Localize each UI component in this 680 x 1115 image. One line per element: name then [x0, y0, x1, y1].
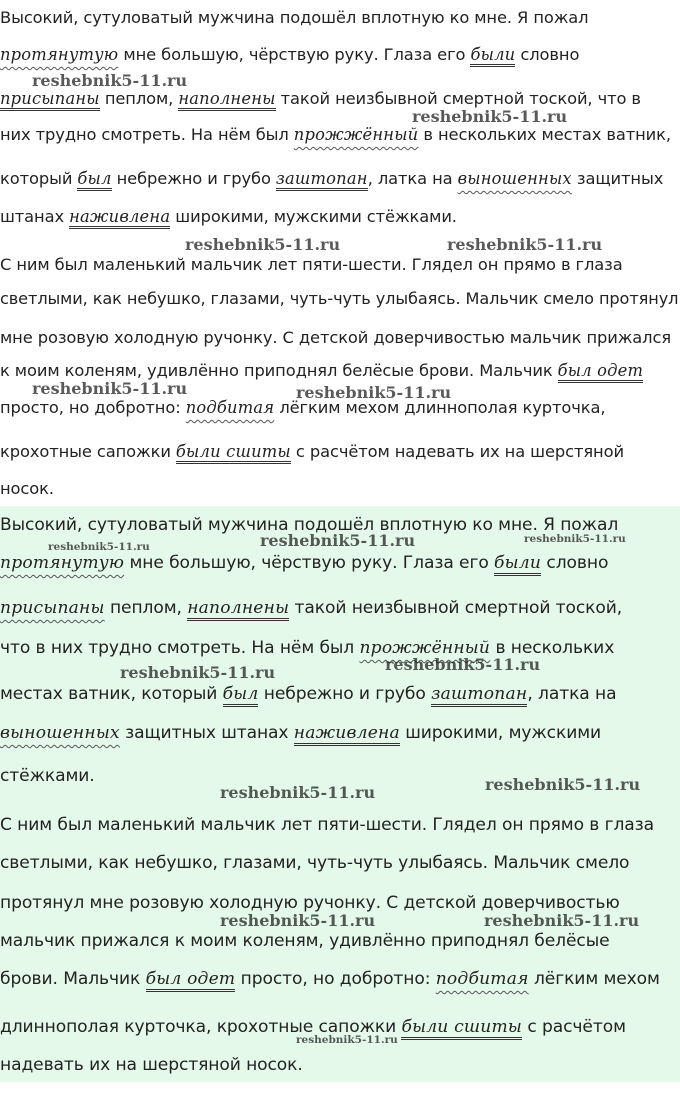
watermark: reshebnik5-11.ru — [185, 235, 341, 254]
predicate-word: заштопан — [431, 684, 527, 707]
text-segment: штанах — [0, 207, 70, 226]
text-segment: пеплом, — [104, 598, 188, 618]
watermark: reshebnik5-11.ru — [48, 541, 150, 553]
predicate-word: присыпаны — [0, 89, 100, 111]
watermark: reshebnik5-11.ru — [32, 379, 188, 398]
text-segment: носок. — [0, 479, 54, 498]
text-line — [0, 930, 610, 952]
participle-word: присыпаны — [0, 598, 105, 618]
text-segment: , латка на — [527, 684, 617, 704]
text-line — [0, 683, 616, 705]
text-line — [0, 7, 589, 29]
predicate-word: наполнены — [178, 89, 275, 111]
text-segment: широкими, мужскими — [399, 723, 602, 743]
watermark: reshebnik5-11.ru — [32, 71, 188, 90]
text-segment: Высокий, сутуловатый мужчина подошёл вплотную ко мне. Я пожал — [0, 8, 589, 27]
watermark: reshebnik5-11.ru — [447, 235, 603, 254]
text-line — [0, 327, 671, 349]
text-segment: мальчик прижался к моим коленям, удивлённо приподнял белёсые — [0, 931, 610, 951]
text-line — [0, 852, 629, 874]
text-segment: словно — [541, 553, 609, 573]
text-line — [0, 765, 95, 787]
text-segment: такой неизбывной смертной тоской, что в — [275, 89, 641, 108]
predicate-word: был — [77, 169, 111, 191]
answer-text-block — [0, 506, 680, 1082]
text-segment: протянул мне розовую холодную ручонку. С детской доверчивостью — [0, 893, 620, 913]
watermark: reshebnik5-11.ru — [484, 911, 640, 930]
text-segment: такой неизбывной смертной тоской, — [289, 598, 623, 618]
text-segment: светлыми, как небушко, глазами, чуть-чуть улыбаясь. Мальчик смело протянул — [0, 289, 679, 308]
text-segment: словно — [515, 45, 580, 64]
watermark: reshebnik5-11.ru — [524, 533, 626, 545]
text-line — [0, 478, 54, 500]
watermark: reshebnik5-11.ru — [385, 655, 541, 674]
predicate-word: были сшиты — [176, 442, 291, 464]
participle-word: прожжённый — [359, 638, 491, 658]
text-segment: лёгким мехом — [528, 969, 660, 989]
text-line — [0, 814, 654, 836]
text-segment: что в них трудно смотреть. На нём был — [0, 638, 360, 658]
text-line — [0, 206, 457, 228]
text-segment: небрежно и грубо — [111, 169, 276, 188]
text-segment: местах ватник, который — [0, 684, 223, 704]
predicate-word: были — [494, 553, 541, 576]
text-segment: длиннополая курточка, крохотные сапожки — [0, 1017, 402, 1037]
text-line — [0, 968, 660, 990]
text-line — [0, 254, 623, 276]
text-line — [0, 124, 671, 146]
text-segment: мне розовую холодную ручонку. С детской доверчивостью мальчик прижался — [0, 328, 672, 347]
predicate-word: были — [470, 45, 515, 67]
text-segment: надевать их на шерстяной носок. — [0, 1055, 303, 1075]
text-segment: них трудно смотреть. На нём был — [0, 125, 294, 144]
text-line — [0, 168, 663, 190]
watermark: reshebnik5-11.ru — [296, 383, 452, 402]
watermark: reshebnik5-11.ru — [260, 531, 416, 550]
participle-word: прожжённый — [293, 125, 419, 144]
participle-word: протянутую — [0, 553, 125, 573]
text-line — [0, 288, 678, 310]
participle-word: протянутую — [0, 45, 119, 64]
predicate-word: были сшиты — [401, 1017, 522, 1040]
text-line — [0, 722, 601, 744]
text-segment: широкими, мужскими стёжками. — [170, 207, 457, 226]
watermark: reshebnik5-11.ru — [220, 911, 376, 930]
text-segment: брови. Мальчик — [0, 969, 146, 989]
predicate-word: наполнены — [187, 598, 289, 621]
text-segment: пеплом, — [99, 89, 179, 108]
text-segment: с расчётом надевать их на шерстяной — [290, 442, 624, 461]
text-segment: к моим коленям, удивлённо приподнял белёсые брови. Мальчик — [0, 361, 558, 380]
text-line — [0, 44, 579, 66]
participle-word: подбитая — [185, 398, 275, 417]
text-segment: защитных — [571, 169, 664, 188]
text-segment: С ним был маленький мальчик лет пяти-шести. Глядел он прямо в глаза — [0, 255, 623, 274]
text-segment: крохотные сапожки — [0, 442, 176, 461]
text-segment: просто, но добротно: — [235, 969, 436, 989]
predicate-word: заштопан — [276, 169, 368, 191]
text-segment: Высокий, сутуловатый мужчина подошёл вплотную ко мне. Я пожал — [0, 515, 619, 535]
predicate-word: был одет — [558, 361, 644, 383]
text-segment: , латка на — [367, 169, 458, 188]
text-segment: С ним был маленький мальчик лет пяти-шести. Глядел он прямо в глаза — [0, 815, 655, 835]
predicate-word: наживлена — [294, 723, 400, 746]
participle-word: выношенных — [0, 723, 120, 743]
text-segment: небрежно и грубо — [258, 684, 432, 704]
text-segment: просто, но добротно: — [0, 398, 186, 417]
watermark: reshebnik5-11.ru — [485, 775, 641, 794]
text-line — [0, 441, 624, 463]
watermark: reshebnik5-11.ru — [296, 1034, 398, 1046]
text-segment: в нескольких местах ватник, — [418, 125, 671, 144]
text-segment: защитных штанах — [119, 723, 294, 743]
text-line — [0, 597, 622, 619]
watermark: reshebnik5-11.ru — [412, 107, 568, 126]
predicate-word: был — [223, 684, 259, 707]
predicate-word: был одет — [146, 969, 236, 992]
text-segment: с расчётом — [522, 1017, 626, 1037]
watermark: reshebnik5-11.ru — [120, 663, 276, 682]
text-segment: в нескольких — [490, 638, 615, 658]
original-text-block — [0, 0, 680, 506]
participle-word: подбитая — [435, 969, 529, 989]
text-segment: который — [0, 169, 78, 188]
text-line — [0, 1054, 303, 1076]
text-segment: мне большую, чёрствую руку. Глаза его — [118, 45, 471, 64]
text-segment: стёжками. — [0, 766, 95, 786]
participle-word: выношенных — [457, 169, 572, 188]
text-segment: мне большую, чёрствую руку. Глаза его — [124, 553, 495, 573]
watermark: reshebnik5-11.ru — [220, 783, 376, 802]
text-segment: лёгким мехом длиннополая курточка, — [274, 398, 606, 417]
text-segment: светлыми, как небушко, глазами, чуть-чуть улыбаясь. Мальчик смело — [0, 853, 630, 873]
predicate-word: наживлена — [69, 207, 170, 229]
